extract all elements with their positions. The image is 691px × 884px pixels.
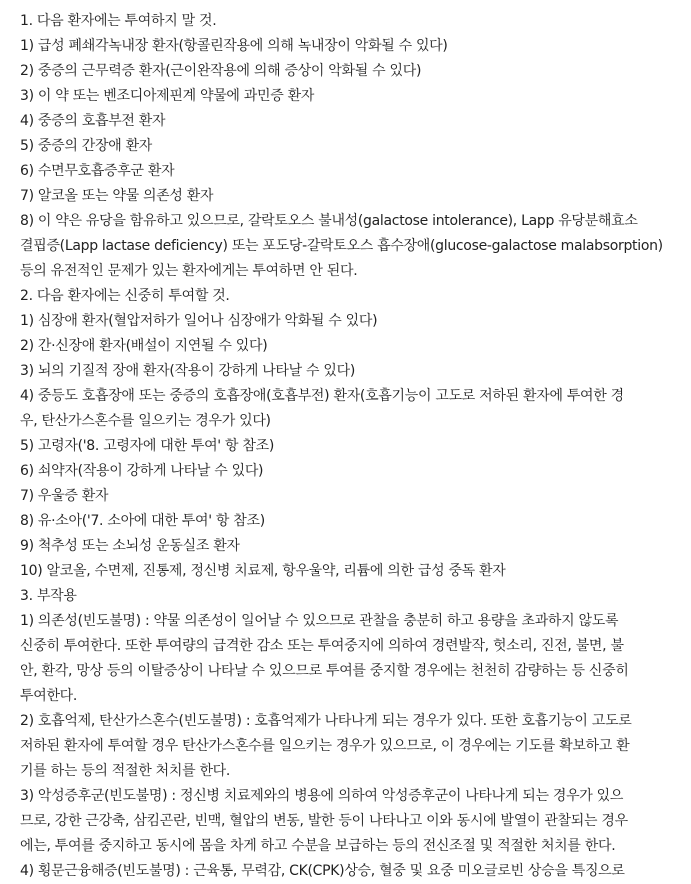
text-line: 8) 이 약은 유당을 함유하고 있으므로, 갈락토오스 불내성(galactose intolerance), Lapp 유당분해효소: [20, 213, 638, 229]
text-line: 에는, 투여를 중지하고 동시에 몸을 차게 하고 수분을 보급하는 등의 전신조절 및 적절한 처치를 한다.: [20, 838, 616, 854]
text-line: 3. 부작용: [20, 588, 77, 604]
text-line: 1) 의존성(빈도불명) : 약물 의존성이 일어날 수 있으므로 관찰을 충분히 하고 용량을 초과하지 않도록: [20, 613, 619, 629]
text-line: 등의 유전적인 문제가 있는 환자에게는 투여하면 안 된다.: [20, 263, 358, 279]
text-line: 우, 탄산가스혼수를 일으키는 경우가 있다): [20, 413, 271, 429]
text-line: 6) 쇠약자(작용이 강하게 나타날 수 있다): [20, 463, 264, 479]
text-line: 신중히 투여한다. 또한 투여량의 급격한 감소 또는 투여중지에 의하여 경련발작, 헛소리, 진전, 불면, 불: [20, 638, 624, 654]
text-line: 1. 다음 환자에는 투여하지 말 것.: [20, 13, 217, 29]
text-line: 1) 심장애 환자(혈압저하가 일어나 심장애가 악화될 수 있다): [20, 313, 378, 329]
text-line: 10) 알코올, 수면제, 진통제, 정신병 치료제, 항우울약, 리튬에 의한 급성 중독 환자: [20, 563, 506, 579]
text-line: 1) 급성 폐쇄각녹내장 환자(항콜린작용에 의해 녹내장이 악화될 수 있다): [20, 38, 448, 54]
text-line: 투여한다.: [20, 688, 78, 704]
text-line: 2) 중증의 근무력증 환자(근이완작용에 의해 증상이 악화될 수 있다): [20, 63, 422, 79]
text-line: 4) 중증의 호흡부전 환자: [20, 113, 166, 129]
text-line: 3) 뇌의 기질적 장애 환자(작용이 강하게 나타날 수 있다): [20, 363, 355, 379]
text-line: 7) 알코올 또는 약물 의존성 환자: [20, 188, 214, 204]
text-line: 6) 수면무호흡증후군 환자: [20, 163, 175, 179]
text-line: 안, 환각, 망상 등의 이탈증상이 나타날 수 있으므로 투여를 중지할 경우에는 천천히 감량하는 등 신중히: [20, 663, 629, 679]
text-line: 므로, 강한 근강축, 삼킴곤란, 빈맥, 혈압의 변동, 발한 등이 나타나고 이와 동시에 발열이 관찰되는 경우: [20, 813, 628, 829]
text-line: 5) 고령자('8. 고령자에 대한 투여' 항 참조): [20, 438, 274, 454]
text-line: 2. 다음 환자에는 신중히 투여할 것.: [20, 288, 230, 304]
text-line: 4) 횡문근융해증(빈도불명) : 근육통, 무력감, CK(CPK)상승, 혈중 및 요중 미오글로빈 상승을 특징으로: [20, 863, 625, 879]
text-line: 3) 이 약 또는 벤조디아제핀계 약물에 과민증 환자: [20, 88, 315, 104]
text-line: 3) 악성증후군(빈도불명) : 정신병 치료제와의 병용에 의하여 악성증후군이 나타나게 되는 경우가 있으: [20, 788, 624, 804]
text-line: 2) 간·신장애 환자(배설이 지연될 수 있다): [20, 338, 268, 354]
text-line: 7) 우울증 환자: [20, 488, 109, 504]
document-body: [20, 9, 686, 884]
text-line: 기를 하는 등의 적절한 처치를 한다.: [20, 763, 231, 779]
text-line: 2) 호흡억제, 탄산가스혼수(빈도불명) : 호흡억제가 나타나게 되는 경우가 있다. 또한 호흡기능이 고도로: [20, 713, 632, 729]
text-line: 9) 척추성 또는 소뇌성 운동실조 환자: [20, 538, 240, 554]
text-line: 결핍증(Lapp lactase deficiency) 또는 포도당-갈락토오스 흡수장애(glucose-galactose malabsorption): [20, 238, 663, 254]
text-line: 4) 중등도 호흡장애 또는 중증의 호흡장애(호흡부전) 환자(호흡기능이 고도로 저하된 환자에 투여한 경: [20, 388, 624, 404]
text-line: 8) 유·소아('7. 소아에 대한 투여' 항 참조): [20, 513, 265, 529]
text-line: 5) 중증의 간장애 환자: [20, 138, 153, 154]
text-line: 저하된 환자에 투여할 경우 탄산가스혼수를 일으키는 경우가 있으므로, 이 경우에는 기도를 확보하고 환: [20, 738, 630, 754]
